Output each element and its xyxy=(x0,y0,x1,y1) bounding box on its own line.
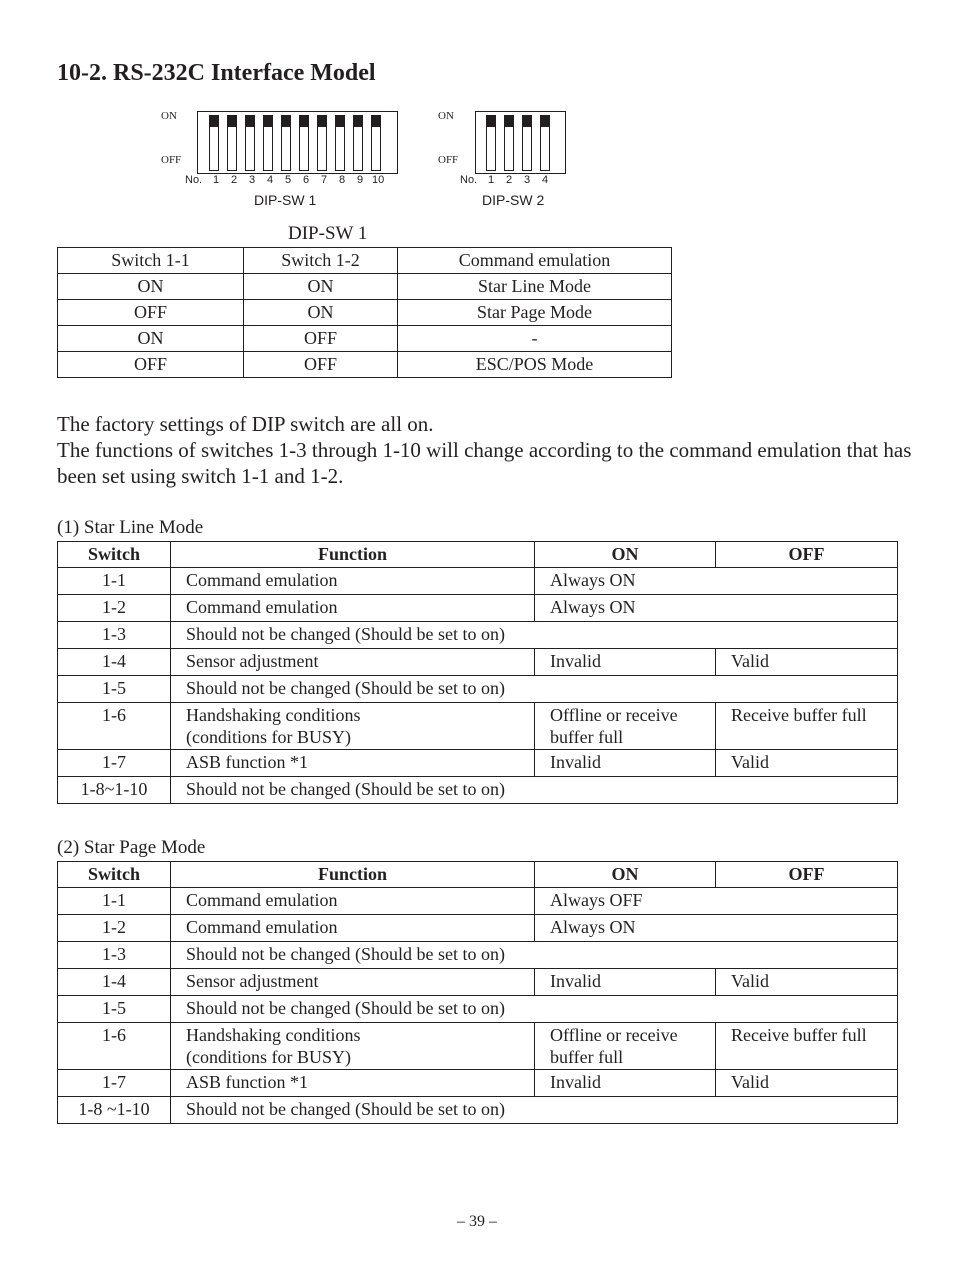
no-label: No. xyxy=(185,174,203,186)
function-cell: Should not be changed (Should be set to on) xyxy=(171,942,898,969)
on-cell: Invalid xyxy=(535,649,716,676)
header-cell: Command emulation xyxy=(398,248,672,274)
dip-switch xyxy=(281,115,291,171)
function-line: (conditions for BUSY) xyxy=(186,1047,351,1067)
function-cell: ASB function *1 xyxy=(171,1070,535,1097)
switch-cell: 1-6 xyxy=(58,1023,171,1070)
function-line: Handshaking conditions xyxy=(186,1025,361,1045)
table-cell: ESC/POS Mode xyxy=(398,352,672,378)
on-line: buffer full xyxy=(550,727,624,747)
dip-sw2-housing xyxy=(475,111,566,174)
switch-cell: 1-8~1-10 xyxy=(58,777,171,804)
table-row xyxy=(58,969,898,996)
on-line: buffer full xyxy=(550,1047,624,1067)
table-cell: - xyxy=(398,326,672,352)
on-line: Offline or receive xyxy=(550,705,678,725)
dip-switch xyxy=(371,115,381,171)
off-cell: Receive buffer full xyxy=(716,1023,898,1070)
dip-sw1-caption: DIP-SW 1 xyxy=(254,192,317,208)
dip-switch xyxy=(504,115,514,171)
header-cell: Switch 1-1 xyxy=(58,248,244,274)
function-line: Handshaking conditions xyxy=(186,705,361,725)
on-cell: Always ON xyxy=(535,595,898,622)
switch-number: 10 xyxy=(372,174,385,186)
dip-switch xyxy=(486,115,496,171)
header-cell: Function xyxy=(171,862,535,888)
table-row xyxy=(58,352,672,378)
function-cell xyxy=(171,1023,535,1070)
table-row xyxy=(58,750,898,777)
table-row xyxy=(58,568,898,595)
no-label: No. xyxy=(460,174,478,186)
dip-sw1-table xyxy=(57,247,672,378)
dip-sw1-diagram xyxy=(160,108,410,208)
switch-cell: 1-1 xyxy=(58,568,171,595)
off-label: OFF xyxy=(161,154,182,166)
dip-switch xyxy=(245,115,255,171)
switch-cell: 1-7 xyxy=(58,1070,171,1097)
table-row xyxy=(58,676,898,703)
table-row xyxy=(58,622,898,649)
table-header-row xyxy=(58,248,672,274)
switch-numbers xyxy=(185,174,415,188)
dip-sw1-housing xyxy=(197,111,398,174)
switch-number: 4 xyxy=(542,174,549,186)
header-cell: Switch 1-2 xyxy=(244,248,398,274)
paragraph-line: The factory settings of DIP switch are all on. xyxy=(57,412,434,436)
header-cell: Switch xyxy=(58,862,171,888)
dip-sw2-caption: DIP-SW 2 xyxy=(482,192,545,208)
dip-switch xyxy=(540,115,550,171)
table-header-row xyxy=(58,862,898,888)
switch-number: 2 xyxy=(231,174,238,186)
switch-number: 3 xyxy=(249,174,256,186)
switch-cell: 1-3 xyxy=(58,622,171,649)
switch-cell: 1-7 xyxy=(58,750,171,777)
page-number: – 39 – xyxy=(457,1213,497,1230)
function-cell: Should not be changed (Should be set to on) xyxy=(171,777,898,804)
switch-number: 2 xyxy=(506,174,513,186)
on-cell: Always ON xyxy=(535,915,898,942)
on-cell: Invalid xyxy=(535,969,716,996)
switch-cell: 1-1 xyxy=(58,888,171,915)
off-cell: Valid xyxy=(716,1070,898,1097)
factory-settings-paragraph xyxy=(57,411,937,489)
on-cell: Always OFF xyxy=(535,888,898,915)
switch-cell: 1-6 xyxy=(58,703,171,750)
header-cell: ON xyxy=(535,542,716,568)
table-cell: OFF xyxy=(244,352,398,378)
table-cell: OFF xyxy=(244,326,398,352)
function-cell: Sensor adjustment xyxy=(171,649,535,676)
header-cell: OFF xyxy=(716,862,898,888)
table-cell: ON xyxy=(244,300,398,326)
dip-switch xyxy=(522,115,532,171)
function-cell: Should not be changed (Should be set to on) xyxy=(171,676,898,703)
star-page-title: (2) Star Page Mode xyxy=(57,837,206,858)
switch-cell: 1-4 xyxy=(58,969,171,996)
on-label: ON xyxy=(438,110,454,122)
function-cell: Command emulation xyxy=(171,888,535,915)
switch-number: 3 xyxy=(524,174,531,186)
table-cell: OFF xyxy=(58,300,244,326)
dip-switch xyxy=(209,115,219,171)
table-row xyxy=(58,996,898,1023)
off-cell: Valid xyxy=(716,649,898,676)
table-row xyxy=(58,1070,898,1097)
on-cell: Invalid xyxy=(535,750,716,777)
on-label: ON xyxy=(161,110,177,122)
function-line: (conditions for BUSY) xyxy=(186,727,351,747)
paragraph-line: The functions of switches 1-3 through 1-10 will change according to the command emulation that has been set using switch 1-1 and 1-2. xyxy=(57,438,912,488)
off-cell: Receive buffer full xyxy=(716,703,898,750)
dip-switch xyxy=(227,115,237,171)
switch-number: 9 xyxy=(357,174,364,186)
function-cell: Should not be changed (Should be set to on) xyxy=(171,622,898,649)
table-row xyxy=(58,942,898,969)
switch-cell: 1-8 ~1-10 xyxy=(58,1097,171,1124)
function-cell: Command emulation xyxy=(171,595,535,622)
table-cell: Star Page Mode xyxy=(398,300,672,326)
header-cell: Switch xyxy=(58,542,171,568)
on-cell xyxy=(535,1023,716,1070)
function-cell: Sensor adjustment xyxy=(171,969,535,996)
dip-table-title: DIP-SW 1 xyxy=(288,223,368,244)
dip-sw2-diagram xyxy=(437,108,577,208)
table-cell: ON xyxy=(58,326,244,352)
switch-cell: 1-5 xyxy=(58,996,171,1023)
switch-cell: 1-4 xyxy=(58,649,171,676)
star-line-table xyxy=(57,541,898,804)
header-cell: ON xyxy=(535,862,716,888)
dip-switch xyxy=(263,115,273,171)
switch-cell: 1-2 xyxy=(58,595,171,622)
star-page-table xyxy=(57,861,898,1124)
header-cell: OFF xyxy=(716,542,898,568)
table-header-row xyxy=(58,542,898,568)
table-row xyxy=(58,1023,898,1070)
off-cell: Valid xyxy=(716,969,898,996)
switch-cell: 1-3 xyxy=(58,942,171,969)
switch-number: 1 xyxy=(488,174,495,186)
table-row xyxy=(58,595,898,622)
page-title: 10-2. RS-232C Interface Model xyxy=(57,60,376,86)
on-line: Offline or receive xyxy=(550,1025,678,1045)
on-cell xyxy=(535,703,716,750)
function-cell: Command emulation xyxy=(171,568,535,595)
table-cell: Star Line Mode xyxy=(398,274,672,300)
switch-number: 6 xyxy=(303,174,310,186)
table-cell: ON xyxy=(244,274,398,300)
table-row xyxy=(58,915,898,942)
table-row xyxy=(58,703,898,750)
table-row xyxy=(58,649,898,676)
table-row xyxy=(58,326,672,352)
dip-switch xyxy=(335,115,345,171)
switch-number: 8 xyxy=(339,174,346,186)
function-cell: Should not be changed (Should be set to on) xyxy=(171,1097,898,1124)
table-row xyxy=(58,274,672,300)
switch-numbers xyxy=(460,174,570,188)
table-row xyxy=(58,1097,898,1124)
table-cell: ON xyxy=(58,274,244,300)
on-cell: Always ON xyxy=(535,568,898,595)
switch-cell: 1-2 xyxy=(58,915,171,942)
header-cell: Function xyxy=(171,542,535,568)
function-cell: Should not be changed (Should be set to on) xyxy=(171,996,898,1023)
function-cell: ASB function *1 xyxy=(171,750,535,777)
table-row xyxy=(58,300,672,326)
function-cell xyxy=(171,703,535,750)
on-cell: Invalid xyxy=(535,1070,716,1097)
switch-number: 7 xyxy=(321,174,328,186)
table-cell: OFF xyxy=(58,352,244,378)
star-line-title: (1) Star Line Mode xyxy=(57,517,204,538)
off-label: OFF xyxy=(438,154,459,166)
function-cell: Command emulation xyxy=(171,915,535,942)
switch-cell: 1-5 xyxy=(58,676,171,703)
dip-switch xyxy=(317,115,327,171)
switch-number: 4 xyxy=(267,174,274,186)
off-cell: Valid xyxy=(716,750,898,777)
dip-switch xyxy=(299,115,309,171)
dip-switch xyxy=(353,115,363,171)
table-row xyxy=(58,777,898,804)
table-row xyxy=(58,888,898,915)
switch-number: 5 xyxy=(285,174,292,186)
switch-number: 1 xyxy=(213,174,220,186)
